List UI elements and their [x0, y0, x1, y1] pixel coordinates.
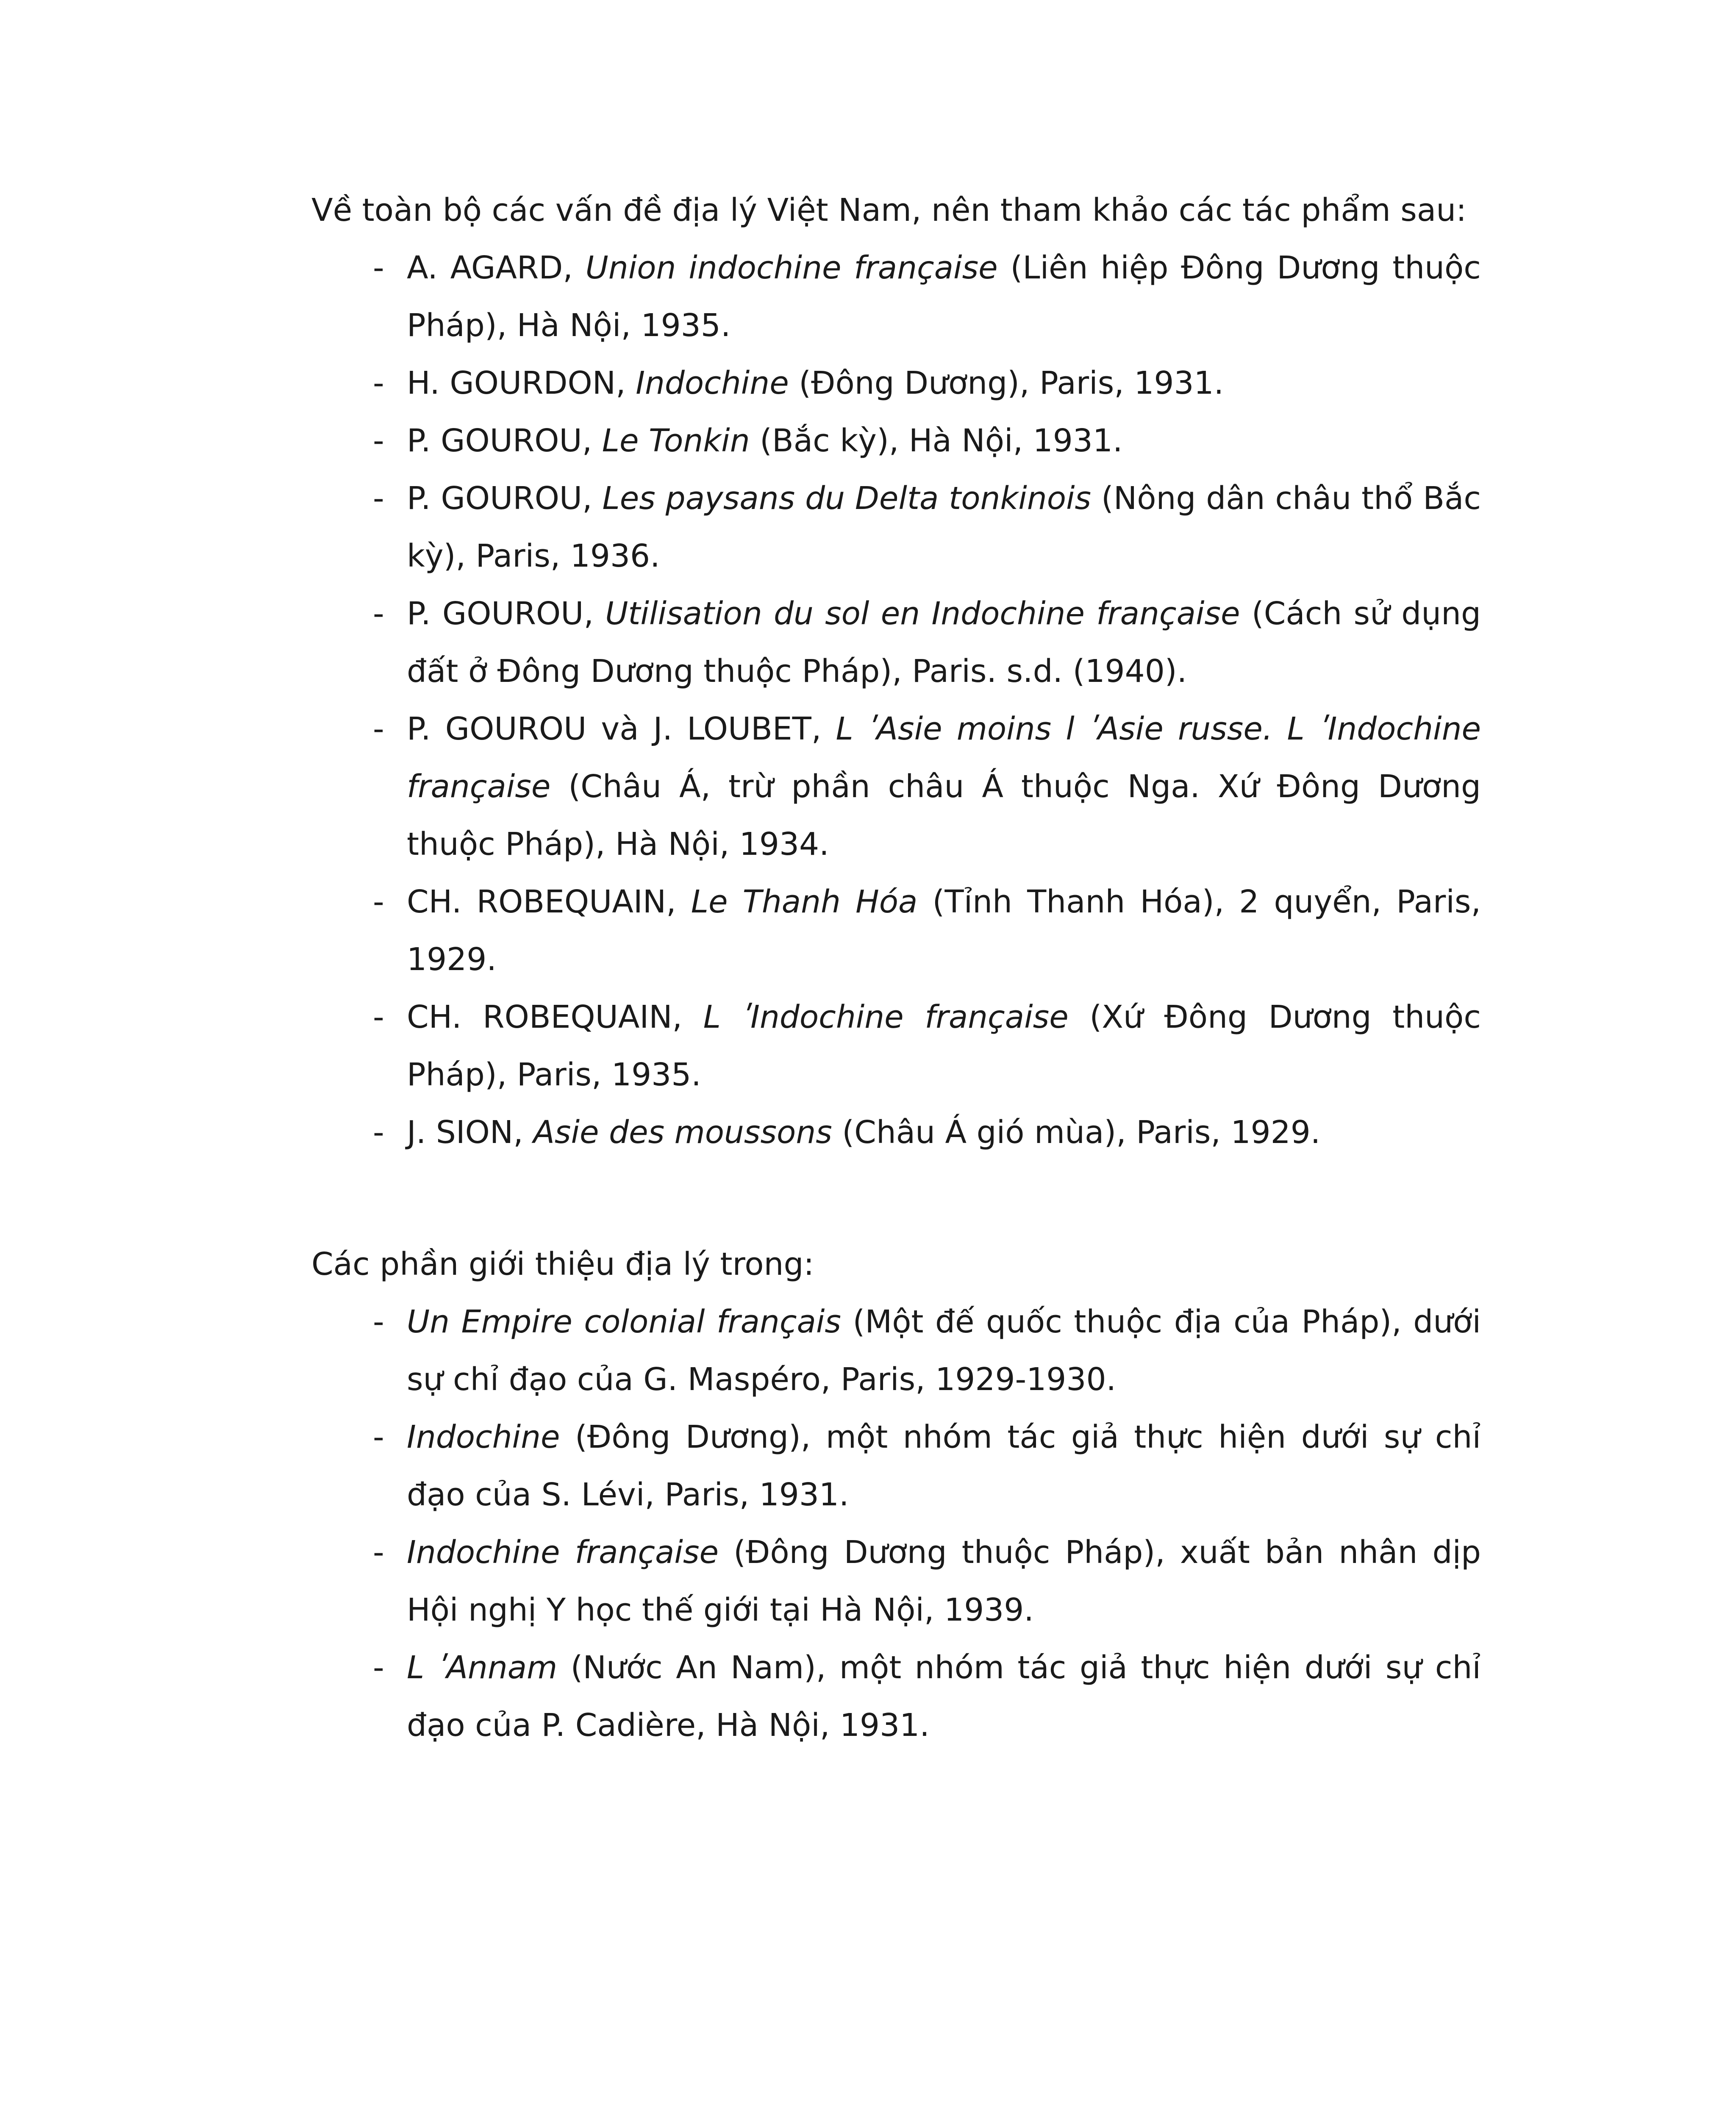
list-bullet: -	[373, 1649, 384, 1686]
list-item	[311, 1639, 1481, 1754]
item-title: Indochine française	[407, 1534, 719, 1571]
reference-section-geography-intros	[311, 1235, 1481, 1754]
item-author: P. GOUROU và J. LOUBET,	[407, 711, 836, 747]
item-detail: (Nông dân châu thổ Bắc kỳ), Paris, 1936.	[407, 480, 1481, 574]
item-title: L ʹAnnam	[407, 1649, 558, 1686]
item-title: L ʹIndochine française	[703, 999, 1069, 1035]
list-item	[311, 873, 1481, 988]
item-detail: (Bắc kỳ), Hà Nội, 1931.	[750, 423, 1123, 459]
item-title: Un Empire colonial français	[407, 1304, 841, 1340]
list-bullet: -	[373, 1419, 384, 1455]
section-intro: Về toàn bộ các vấn đề địa lý Việt Nam, nên tham khảo các tác phẩm sau:	[311, 192, 1467, 228]
list-bullet: -	[373, 711, 384, 747]
list-bullet: -	[373, 1534, 384, 1571]
list-item	[311, 1524, 1481, 1639]
item-detail: (Liên hiệp Đông Dương thuộc Pháp), Hà Nội, 1935.	[407, 250, 1481, 344]
item-detail: (Đông Dương thuộc Pháp), xuất bản nhân dịp Hội nghị Y học thế giới tại Hà Nội, 1939.	[407, 1534, 1481, 1628]
list-bullet: -	[373, 480, 384, 517]
item-author: P. GOUROU,	[407, 423, 602, 459]
item-author: CH. ROBEQUAIN,	[407, 884, 691, 920]
item-author: A. AGARD,	[407, 250, 586, 286]
section-intro: Các phần giới thiệu địa lý trong:	[311, 1246, 814, 1282]
list-item	[311, 1293, 1481, 1408]
list-bullet: -	[373, 1304, 384, 1340]
item-author: J. SION,	[407, 1114, 533, 1151]
list-bullet: -	[373, 1114, 384, 1151]
item-title: Les paysans du Delta tonkinois	[602, 480, 1092, 517]
item-title: L ʹAsie moins l ʹAsie russe. L ʹIndochine française	[407, 711, 1481, 805]
list-bullet: -	[373, 884, 384, 920]
list-bullet: -	[373, 365, 384, 401]
item-author: CH. ROBEQUAIN,	[407, 999, 703, 1035]
item-detail: (Đông Dương), Paris, 1931.	[789, 365, 1224, 401]
list-item	[311, 1408, 1481, 1524]
list-item	[311, 239, 1481, 354]
item-title: Utilisation du sol en Indochine française	[605, 595, 1240, 632]
list-item	[311, 354, 1481, 412]
item-title: Union indochine française	[585, 250, 998, 286]
item-title: Asie des moussons	[533, 1114, 832, 1151]
item-author: H. GOURDON,	[407, 365, 636, 401]
item-title: Le Thanh Hóa	[691, 884, 918, 920]
item-detail: (Châu Á, trừ phần châu Á thuộc Nga. Xứ Đông Dương thuộc Pháp), Hà Nội, 1934.	[407, 768, 1481, 862]
item-detail: (Châu Á gió mùa), Paris, 1929.	[832, 1114, 1321, 1151]
item-detail: (Cách sử dụng đất ở Đông Dương thuộc Pháp), Paris. s.d. (1940).	[407, 595, 1481, 690]
list-item	[311, 585, 1481, 700]
item-title: Le Tonkin	[602, 423, 750, 459]
list-item	[311, 988, 1481, 1104]
list-item	[311, 1104, 1481, 1161]
list-item	[311, 700, 1481, 873]
item-author: P. GOUROU,	[407, 480, 603, 517]
reference-section-general	[311, 181, 1481, 1161]
item-detail: (Xứ Đông Dương thuộc Pháp), Paris, 1935.	[407, 999, 1481, 1093]
list-bullet: -	[373, 423, 384, 459]
item-detail: (Một đế quốc thuộc địa của Pháp), dưới sự chỉ đạo của G. Maspéro, Paris, 1929-1930.	[407, 1304, 1481, 1398]
item-title: Indochine	[636, 365, 789, 401]
item-title: Indochine	[407, 1419, 560, 1455]
list-item	[311, 470, 1481, 585]
list-bullet: -	[373, 595, 384, 632]
list-bullet: -	[373, 999, 384, 1035]
reference-list	[311, 1293, 1481, 1754]
list-item	[311, 412, 1481, 470]
list-bullet: -	[373, 250, 384, 286]
item-detail: (Tỉnh Thanh Hóa), 2 quyển, Paris, 1929.	[407, 884, 1481, 978]
item-detail: (Đông Dương), một nhóm tác giả thực hiện dưới sự chỉ đạo của S. Lévi, Paris, 1931.	[407, 1419, 1481, 1513]
item-detail: (Nước An Nam), một nhóm tác giả thực hiện dưới sự chỉ đạo của P. Cadière, Hà Nội, 1931.	[407, 1649, 1481, 1744]
item-author: P. GOUROU,	[407, 595, 606, 632]
reference-list	[311, 239, 1481, 1161]
